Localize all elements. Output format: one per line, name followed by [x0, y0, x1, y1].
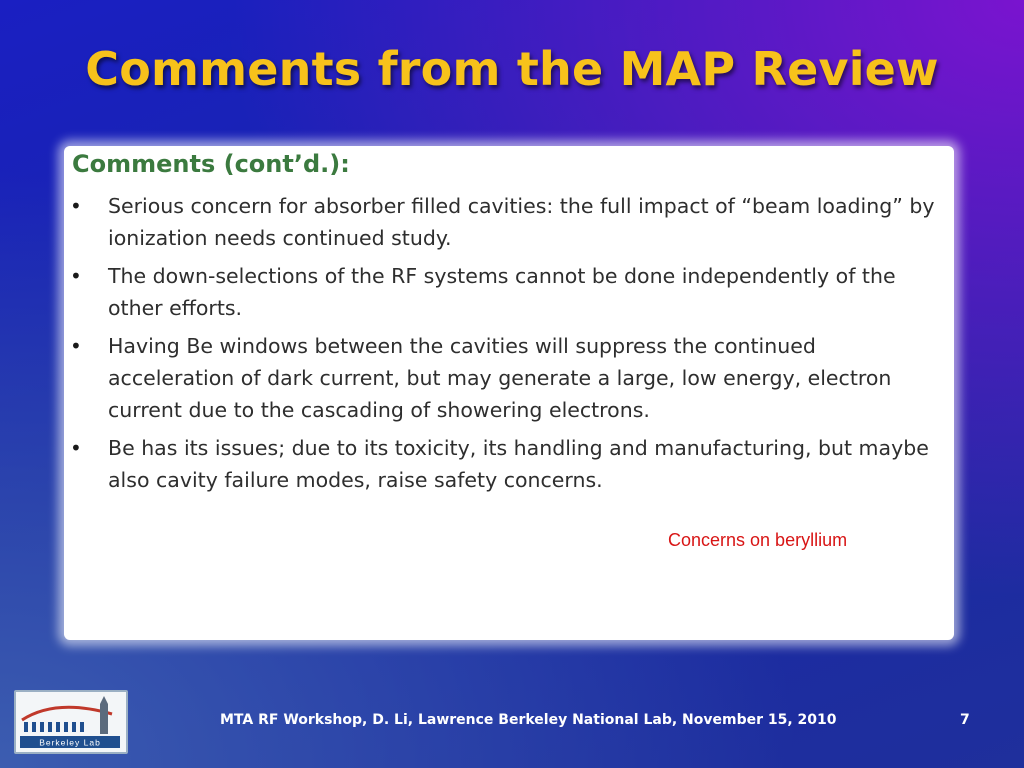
bullet-list	[64, 190, 944, 502]
bullet-item	[64, 432, 944, 496]
beryllium-annotation: Concerns on beryllium	[668, 530, 848, 550]
bullet-text: Having Be windows between the cavities will suppress the continued acceleration of dark current, but may generate a large, low energy, electron current due to the cascading of showering electrons.	[108, 334, 892, 422]
page-number: 7	[960, 712, 970, 728]
berkeley-lab-logo-icon	[16, 692, 126, 752]
footer-text: MTA RF Workshop, D. Li, Lawrence Berkeley National Lab, November 15, 2010	[220, 712, 837, 728]
bullet-item	[64, 190, 944, 254]
bullet-dot-icon: •	[70, 194, 82, 218]
slide-title: Comments from the MAP Review	[85, 42, 939, 96]
bullet-item	[64, 330, 944, 426]
bullet-text: Be has its issues; due to its toxicity, its handling and manufacturing, but maybe also cavity failure modes, raise safety concerns.	[108, 436, 929, 492]
bullet-dot-icon: •	[70, 436, 82, 460]
logo-text: Berkeley Lab	[39, 737, 101, 748]
bullet-dot-icon: •	[70, 264, 82, 288]
bullet-text: Serious concern for absorber filled cavities: the full impact of “beam loading” by ionization needs continued study.	[108, 194, 935, 250]
bullet-text: The down-selections of the RF systems cannot be done independently of the other efforts.	[108, 264, 896, 320]
panel-heading: Comments (cont’d.):	[72, 150, 350, 178]
bullet-dot-icon: •	[70, 334, 82, 358]
berkeley-lab-logo	[14, 690, 128, 754]
comments-panel	[64, 146, 954, 640]
bullet-item	[64, 260, 944, 324]
